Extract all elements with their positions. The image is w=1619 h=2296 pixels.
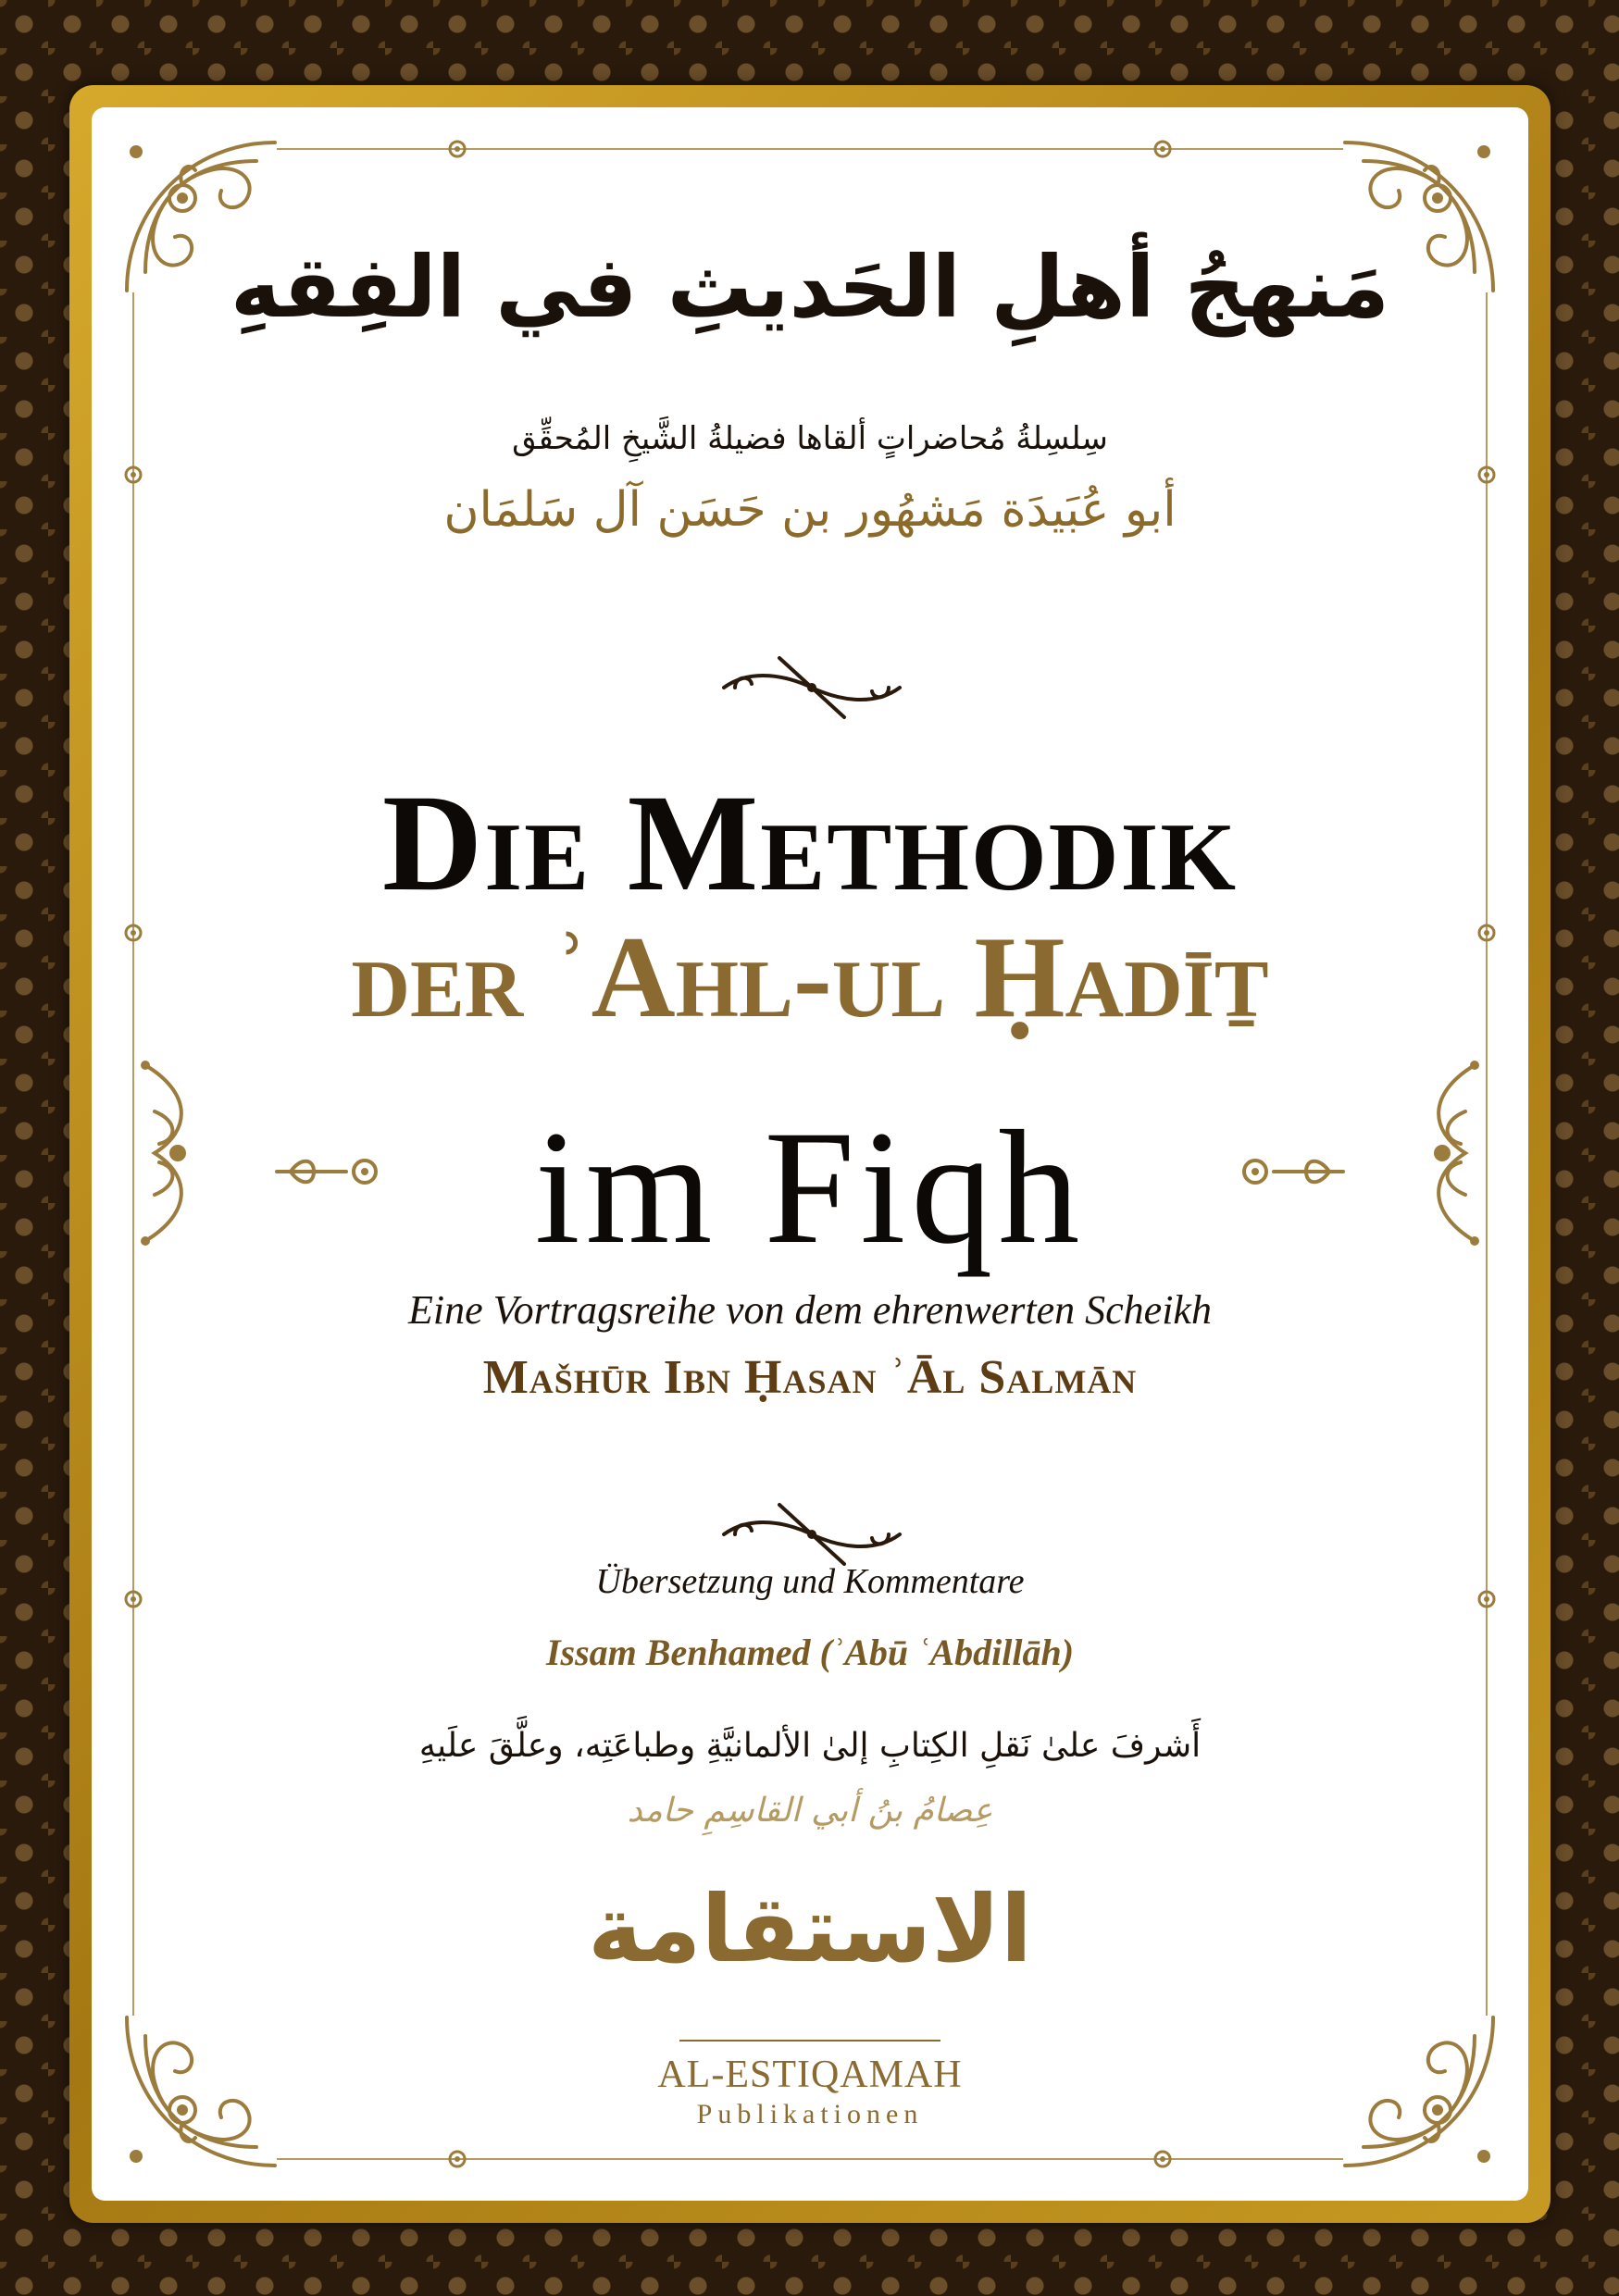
arabic-title: مَنهجُ أهلِ الحَديثِ في الفِقهِ — [230, 238, 1390, 337]
publisher-logo-arabic: الاستقامة — [588, 1875, 1032, 1983]
arabic-author-name: أبو عُبَيدَة مَشهُور بن حَسَن آل سَلمَان — [443, 482, 1177, 538]
title-line-1: Die Methodik — [381, 766, 1239, 920]
frame-knot-icon — [443, 2148, 471, 2170]
frame-rule-bottom — [277, 2158, 1343, 2160]
swirl-divider-icon — [715, 630, 909, 741]
frame-knot-icon — [1149, 2148, 1177, 2170]
translation-label: Übersetzung und Kommentare — [595, 1562, 1025, 1601]
logo-divider — [679, 2040, 940, 2042]
arabic-supervisor-signature: عِصامُ بنُ أبي القاسِمِ حامد — [627, 1792, 993, 1830]
publisher-name: AL-ESTIQAMAH — [657, 2054, 963, 2096]
frame-knot-icon — [1149, 138, 1177, 160]
title-flourish-icon — [1227, 1148, 1348, 1195]
arabic-supervisor-note: أَشرفَ علىٰ نَقلِ الكِتابِ إلىٰ الألمانيَّةِ وطباعَتِه، وعلَّقَ علَيهِ — [418, 1727, 1202, 1765]
arabic-series-line: سِلسِلةُ مُحاضراتٍ ألقاها فضيلةُ الشَّيخِ المُحقِّق — [512, 420, 1108, 457]
cover-page — [92, 107, 1528, 2201]
publisher-subtitle: Publikationen — [696, 2099, 924, 2129]
frame-knot-icon — [443, 138, 471, 160]
title-line-3: im Fiqh — [534, 1098, 1086, 1278]
lecture-series-intro: Eine Vortragsreihe von dem ehrenwerten Scheikh — [408, 1287, 1212, 1333]
frame-rule-top — [277, 148, 1343, 150]
title-line-2: der ʾAhl-ul Ḥadīṯ — [351, 913, 1269, 1042]
translator-name: Issam Benhamed (ʾAbū ʿAbdillāh) — [545, 1632, 1075, 1673]
author-name: Mašhūr Ibn Ḥasan ʾĀl Salmān — [482, 1351, 1138, 1404]
